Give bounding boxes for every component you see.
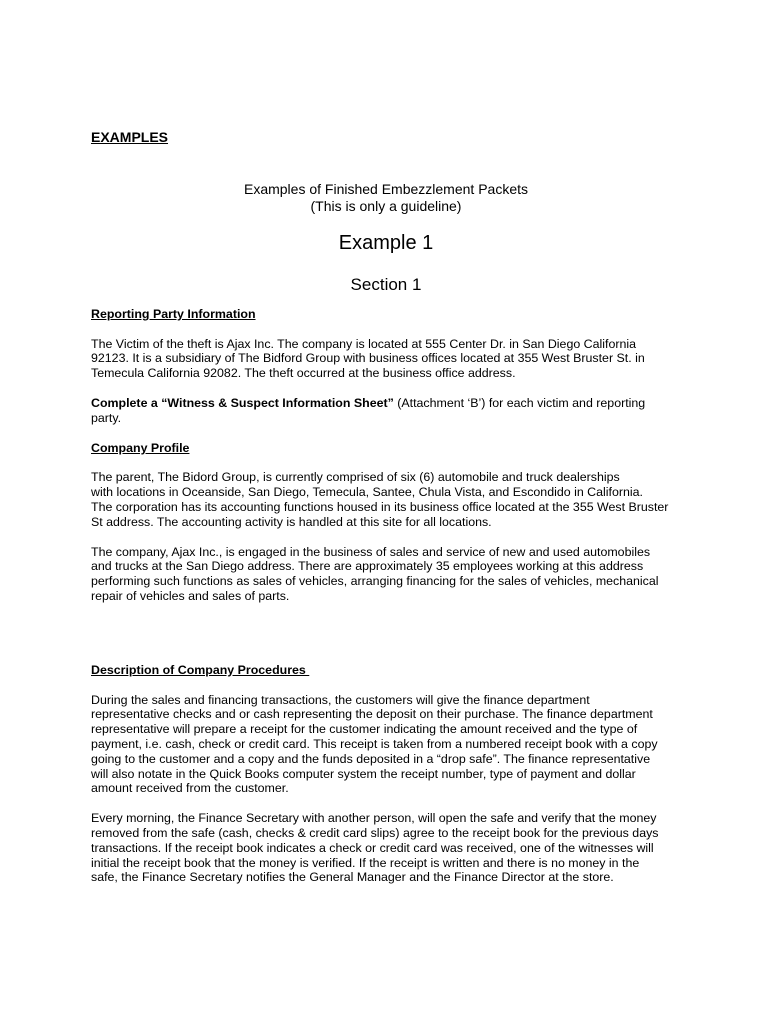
procedures-paragraph-2 <box>91 811 681 885</box>
section-title: Section 1 <box>350 274 422 294</box>
text-line: performing such functions as sales of vehicles, arranging financing for the sales of vehicles, mechanical <box>91 574 659 589</box>
reporting-party-heading: Reporting Party Information <box>91 306 256 321</box>
text-line: representative will prepare a receipt for the customer indicating the amount received and the type of <box>91 722 638 737</box>
text-line: with locations in Oceanside, San Diego, Temecula, Santee, Chula Vista, and Escondido in California. <box>91 485 643 500</box>
text-line: St address. The accounting activity is handled at this site for all locations. <box>91 514 492 529</box>
text-line: Temecula California 92082. The theft occurred at the business office address. <box>91 366 516 381</box>
text-line: safe, the Finance Secretary notifies the General Manager and the Finance Director at the store. <box>91 870 614 885</box>
example-title: Example 1 <box>338 231 434 254</box>
text-line: 92123. It is a subsidiary of The Bidford Group with business offices located at 355 West Bruster St. in <box>91 351 645 366</box>
blank-space <box>91 619 681 663</box>
company-profile-paragraph-1 <box>91 470 681 529</box>
complete-sheet-rest: (Attachment ‘B’) for each victim and reporting <box>393 395 646 410</box>
text-line <box>91 396 681 411</box>
text-line: The Victim of the theft is Ajax Inc. The company is located at 555 Center Dr. in San Diego California <box>91 336 637 351</box>
procedures-paragraph-1 <box>91 693 681 797</box>
text-line: going to the customer and a copy and the funds deposited in a “drop safe”. The finance representative <box>91 751 651 766</box>
subtitle-block <box>91 181 681 215</box>
complete-sheet-paragraph <box>91 396 681 426</box>
reporting-party-paragraph <box>91 337 681 381</box>
text-line: amount received from the customer. <box>91 781 289 796</box>
text-line: party. <box>91 410 122 425</box>
text-line: The parent, The Bidord Group, is currently comprised of six (6) automobile and truck dealerships <box>91 470 620 485</box>
procedures-heading: Description of Company Procedures <box>91 662 310 677</box>
text-line: and trucks at the San Diego address. There are approximately 35 employees working at this address <box>91 559 644 574</box>
complete-sheet-bold-text: Complete a “Witness & Suspect Information Sheet” <box>91 395 394 410</box>
subtitle-line-1: Examples of Finished Embezzlement Packets <box>243 180 528 197</box>
text-line: initial the receipt book that the money is verified. If the receipt is written and there is no money in the <box>91 855 640 870</box>
company-profile-paragraph-2 <box>91 545 681 604</box>
text-line: representative checks and or cash representing the deposit on their purchase. The finance department <box>91 707 653 722</box>
text-line: Every morning, the Finance Secretary with another person, will open the safe and verify that the money <box>91 811 657 826</box>
text-line: will also notate in the Quick Books computer system the receipt number, type of payment and dollar <box>91 766 636 781</box>
company-profile-heading: Company Profile <box>91 440 190 455</box>
text-line: payment, i.e. cash, check or credit card. This receipt is taken from a numbered receipt book with a copy <box>91 736 658 751</box>
text-line: The corporation has its accounting functions housed in its business office located at the 355 West Bruster <box>91 499 669 514</box>
text-line: repair of vehicles and sales of parts. <box>91 588 290 603</box>
text-line: The company, Ajax Inc., is engaged in the business of sales and service of new and used automobiles <box>91 544 651 559</box>
text-line: removed from the safe (cash, checks & credit card slips) agree to the receipt book for the previous days <box>91 825 659 840</box>
document-body <box>91 130 681 900</box>
text-line: During the sales and financing transactions, the customers will give the finance department <box>91 692 590 707</box>
text-line: transactions. If the receipt book indicates a check or credit card was received, one of the witnesses will <box>91 840 654 855</box>
document-heading: EXAMPLES <box>91 129 169 145</box>
subtitle-line-2: (This is only a guideline) <box>310 197 462 214</box>
